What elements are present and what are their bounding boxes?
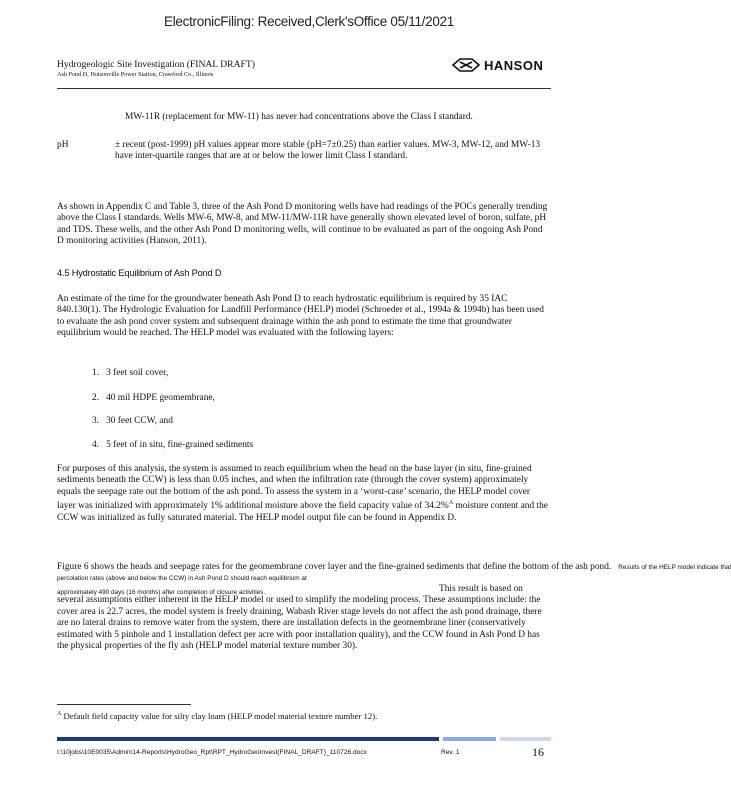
footnote: $^A$ Default field capacity value for silty clay loam (HELP model material texture number 12). (57, 711, 378, 721)
mw11r-text: MW-11R (replacement for MW-11) has never had concentrations above the Class I standard. (125, 112, 473, 122)
footer-file-path: I:\10jobs\10E0035\Admin\14-Reports\HydroGeo_Rpt\RPT_HydroGeoInvest(FINAL_DRAFT)_110726.docx (57, 749, 367, 756)
hanson-logo-icon (451, 57, 481, 73)
figure6-paragraph: Figure 6 shows the heads and seepage rates for the geomembrane cover layer and the fine-grained sediments that define the bottom of the ash pond. Results of the HELP model indicate that percolation rates (above and below the CCW) in Ash Pond D should reach equilibrium at approximately 490 days (16 months) after completion of closure activities. This result is based on several assumptions either inherent in the HELP model or used to simplify the modeling process. These assumptions include: the cover area is 22.7 acres, the model system is freely draining, Wabash River stage levels do not affect the ash pond drainage, there are no lateral drains to remove water from the system, there are installation defects in the geomembrane liner (conservatively estimated with 5 pinhole and 1 installation defect per acre with poor installation quality), and the CCW found in Ash Pond D has the physical properties of the fly ash (HELP model material texture number 30). (57, 562, 731, 652)
footer-revision: Rev. 1 (441, 749, 460, 756)
logo-text: HANSON (484, 57, 544, 73)
layer-item: 3. 30 feet CCW, and (92, 416, 173, 426)
ph-label: pH (57, 140, 69, 150)
header-title: Hydrogeologic Site Investigation (FINAL DRAFT) (57, 59, 255, 70)
page-number: 16 (532, 745, 544, 759)
layer-item: 4. 5 feet of in situ, fine-grained sediments (92, 440, 254, 450)
layer-item: 1. 3 feet soil cover, (92, 368, 169, 378)
estimate-paragraph: An estimate of the time for the groundwater beneath Ash Pond D to reach hydrostatic equilibrium is required by 35 IAC 840.130(1). The Hydrologic Evaluation for Landfill Performance (HELP) model (Schroeder et al., 1994a & 1994b) has been used to evaluate the ash pond cover system and subsequent drainage within the ash pond to estimate the time that groundwater equilibrium would be reached. The HELP model was evaluated with the following layers: (57, 294, 544, 339)
header-rule (57, 88, 551, 89)
header-subtitle: Ash Pond D, Hutsonville Power Station, Crawford Co., Illinois (57, 71, 214, 78)
section-heading: 4.5 Hydrostatic Equilibrium of Ash Pond D (57, 268, 222, 278)
footer-bar-light (443, 737, 496, 741)
footer-bar-dark (57, 737, 439, 741)
footnote-rule (57, 704, 191, 705)
layer-item: 2. 40 mil HDPE geomembrane, (92, 393, 215, 403)
electronic-filing-stamp: ElectronicFiling: Received,Clerk'sOffice 05/11/2021 (164, 14, 454, 29)
appendix-c-paragraph: As shown in Appendix C and Table 3, three of the Ash Pond D monitoring wells have had readings of the POCs generally trending above the Class I standards. Wells MW-6, MW-8, and MW-11/MW-11R have generally shown elevated level of boron, sulfate, pH and TDS. These wells, and the other Ash Pond D monitoring wells, will continue to be evaluated as part of the ongoing Ash Pond D monitoring activities (Hanson, 2011). (57, 202, 548, 247)
ph-text: ± recent (post-1999) pH values appear more stable (pH=7±0.25) than earlier values. MW-3, MW-12, and MW-13 have inter-quartile ranges that are at or below the lower limit Class I standard. (115, 140, 541, 162)
footer-bar-pale (500, 737, 551, 741)
hanson-logo (451, 57, 543, 73)
purposes-paragraph: For purposes of this analysis, the system is assumed to reach equilibrium when the head on the base layer (in situ, fine-grained sediments beneath the CCW) is less than 0.05 inches, and when the infiltration rate (through the cover system) approximately equals the seepage rate out the bottom of the ash pond. To assess the system in a ‘worst-case’ scenario, the HELP model cover layer was initialized with approximately 1% additional moisture above the field capacity value of 34.2%$^A$ moisture content and the CCW was initialized as fully saturated material. The HELP model output file can be found in Appendix D. (57, 464, 548, 523)
footnote-marker: A (448, 500, 454, 507)
